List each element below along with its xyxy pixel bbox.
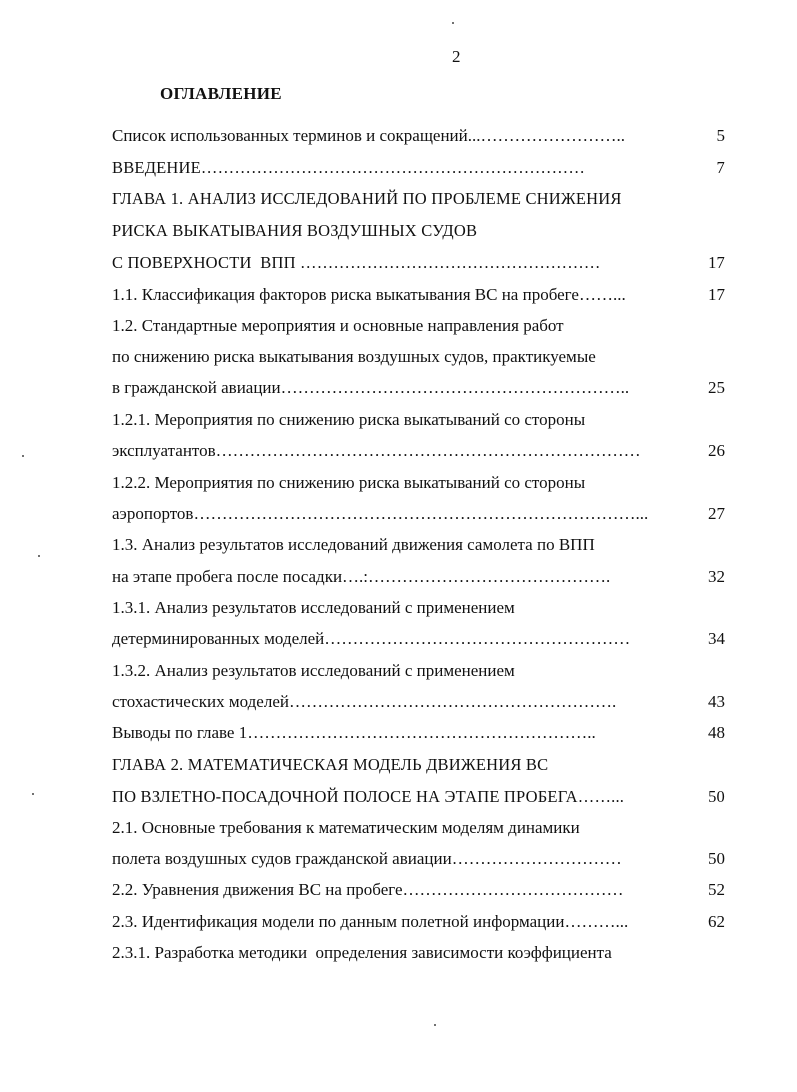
toc-entry — [112, 408, 725, 432]
toc-entry — [112, 878, 725, 902]
toc-entry — [112, 627, 725, 651]
toc-entry-text: 1.3. Анализ результатов исследований движения самолета по ВПП — [112, 535, 595, 554]
toc-entry — [112, 847, 725, 871]
toc-entry — [112, 721, 725, 745]
toc-entry-text: РИСКА ВЫКАТЫВАНИЯ ВОЗДУШНЫХ СУДОВ — [112, 221, 478, 240]
toc-entry-text: 1.2.1. Мероприятия по снижению риска выкатываний со стороны — [112, 410, 586, 429]
toc-entry-text: Список использованных терминов и сокращений...…………………….. — [112, 126, 625, 145]
toc-entry — [112, 251, 725, 275]
toc-entry-text: эксплуатантов………………………………………………………………… — [112, 441, 641, 460]
toc-entry-text: С ПОВЕРХНОСТИ ВПП ……………………………………………… — [112, 253, 601, 272]
toc-entry-page: 52 — [708, 880, 725, 899]
toc-entry-text: 2.1. Основные требования к математическим моделям динамики — [112, 818, 580, 837]
toc-entry-text: 1.3.1. Анализ результатов исследований с применением — [112, 598, 515, 617]
toc-entry — [112, 941, 725, 965]
toc-entry-text: 1.2. Стандартные мероприятия и основные направления работ — [112, 316, 564, 335]
toc-entry-page: 62 — [708, 912, 725, 931]
scan-speck — [452, 22, 454, 24]
toc-entry-text: 2.2. Уравнения движения ВС на пробеге………………………………… — [112, 880, 624, 899]
toc-entry — [112, 124, 725, 148]
toc-entry-text: по снижению риска выкатывания воздушных судов, практикуемые — [112, 347, 596, 366]
toc-entry — [112, 533, 725, 557]
toc-entry — [112, 690, 725, 714]
toc-entry-text: ГЛАВА 1. АНАЛИЗ ИССЛЕДОВАНИЙ ПО ПРОБЛЕМЕ СНИЖЕНИЯ — [112, 189, 622, 208]
toc-entry-page: 32 — [708, 567, 725, 586]
toc-entry — [112, 910, 725, 934]
toc-title: ОГЛАВЛЕНИЕ — [160, 84, 282, 103]
toc-entry-page: 27 — [708, 504, 725, 523]
toc-entry-page: 50 — [708, 849, 725, 868]
toc-entry — [112, 314, 725, 338]
toc-entry-text: детерминированных моделей……………………………………………… — [112, 629, 631, 648]
toc-entry-text: 2.3. Идентификация модели по данным полетной информации………... — [112, 912, 629, 931]
toc-entry-text: на этапе пробега после посадки….:……………………………………. — [112, 567, 611, 586]
toc-entry-text: полета воздушных судов гражданской авиации………………………… — [112, 849, 622, 868]
toc-entry-page: 26 — [708, 441, 725, 460]
toc-entry-text: Выводы по главе 1…………………………………………………….. — [112, 723, 596, 742]
toc-entry — [112, 753, 725, 777]
toc-entry — [112, 156, 725, 180]
toc-entry — [112, 596, 725, 620]
toc-entry-text: 1.1. Классификация факторов риска выкатывания ВС на пробеге……... — [112, 285, 626, 304]
toc-entry-page: 25 — [708, 378, 725, 397]
toc-entry — [112, 219, 725, 243]
toc-entry — [112, 502, 725, 526]
toc-entry-page: 50 — [708, 787, 725, 806]
toc-entry-text: ПО ВЗЛЕТНО-ПОСАДОЧНОЙ ПОЛОСЕ НА ЭТАПЕ ПРОБЕГА……... — [112, 787, 625, 806]
scan-speck — [22, 455, 24, 457]
toc-entry — [112, 376, 725, 400]
toc-entry — [112, 471, 725, 495]
scan-speck — [32, 793, 34, 795]
page-number: 2 — [452, 47, 461, 66]
toc-entry — [112, 659, 725, 683]
scan-speck — [38, 555, 40, 557]
toc-entry — [112, 565, 725, 589]
toc-entry-text: аэропортов……………………………………………………………………... — [112, 504, 649, 523]
toc-entry-page: 7 — [716, 158, 725, 177]
toc-entry-text: ГЛАВА 2. МАТЕМАТИЧЕСКАЯ МОДЕЛЬ ДВИЖЕНИЯ ВС — [112, 755, 549, 774]
toc-entry-text: ВВЕДЕНИЕ…………………………………………………………… — [112, 158, 586, 177]
scan-speck — [434, 1024, 436, 1026]
toc-entry-text: 1.2.2. Мероприятия по снижению риска выкатываний со стороны — [112, 473, 586, 492]
toc-entry-page: 34 — [708, 629, 725, 648]
toc-entry-text: стохастических моделей…………………………………………………. — [112, 692, 617, 711]
toc-entry-page: 43 — [708, 692, 725, 711]
toc-entry-page: 48 — [708, 723, 725, 742]
toc-entry-page: 5 — [716, 126, 725, 145]
toc-entry — [112, 283, 725, 307]
toc-entry-text: 2.3.1. Разработка методики определения зависимости коэффициента — [112, 943, 612, 962]
toc-entry-page: 17 — [708, 285, 725, 304]
toc-entry-text: в гражданской авиации…………………………………………………….. — [112, 378, 630, 397]
toc-entry — [112, 816, 725, 840]
toc-entry — [112, 187, 725, 211]
toc-entry — [112, 345, 725, 369]
toc-entry-text: 1.3.2. Анализ результатов исследований с применением — [112, 661, 515, 680]
toc-entry — [112, 439, 725, 463]
toc-entry — [112, 785, 725, 809]
toc-entry-page: 17 — [708, 253, 725, 272]
